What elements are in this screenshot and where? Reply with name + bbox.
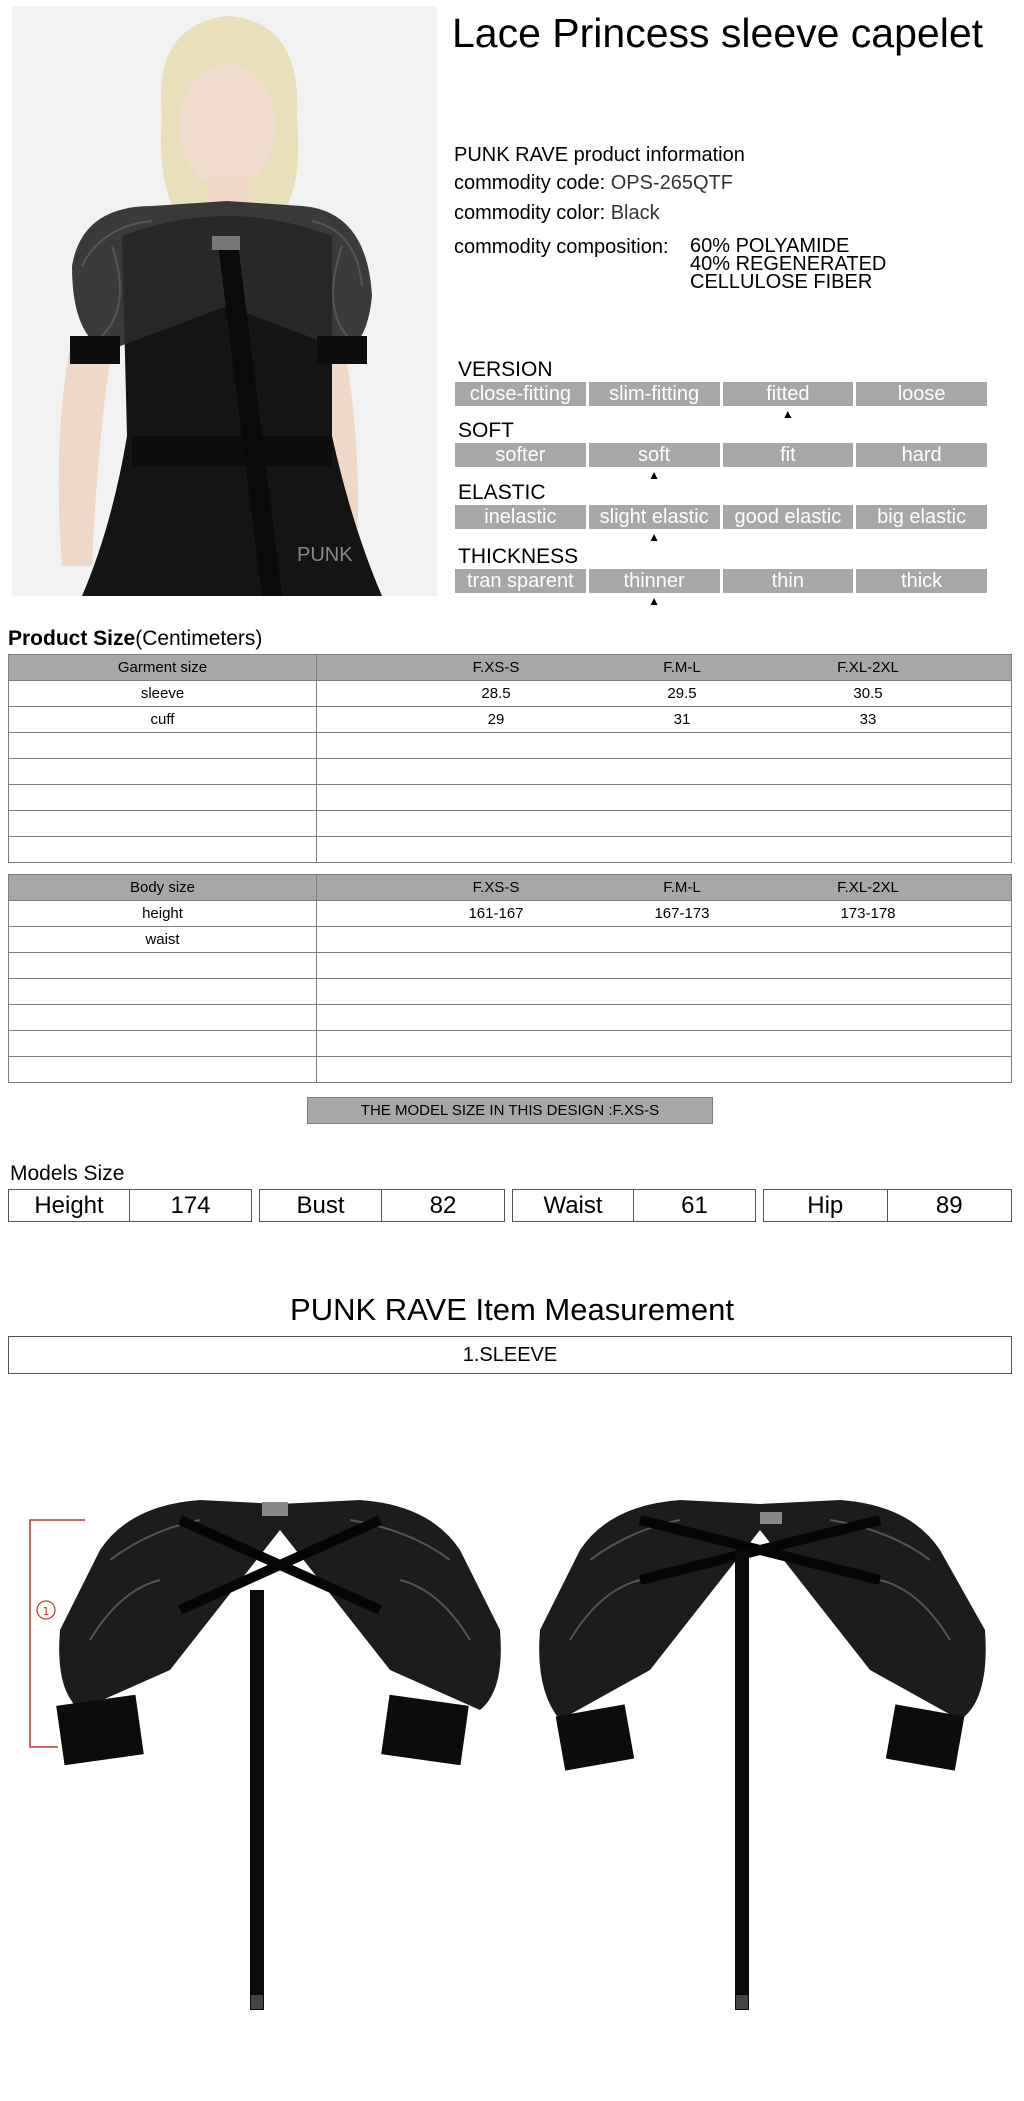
row-label: height — [9, 901, 317, 927]
size-column-header: F.XS-S — [472, 659, 520, 676]
product-photo — [12, 6, 437, 596]
row-label — [9, 979, 317, 1005]
table-row — [9, 811, 1012, 837]
row-label: sleeve — [9, 681, 317, 707]
row-value: 167-173 — [654, 905, 710, 922]
model-measure-box — [763, 1189, 1012, 1222]
scale-option: close-fitting — [455, 382, 586, 406]
row-value: 173-178 — [840, 905, 896, 922]
color-value: Black — [610, 202, 660, 224]
scale-title-0: VERSION — [458, 358, 553, 381]
model-measure-box — [8, 1189, 252, 1222]
scale-row — [455, 382, 987, 406]
row-label — [9, 953, 317, 979]
size-column-header: F.M-L — [663, 659, 701, 676]
svg-text:1: 1 — [42, 1605, 50, 1618]
scale-option: soft — [589, 443, 720, 467]
table-row — [9, 1057, 1012, 1083]
scale-option: thinner — [589, 569, 720, 593]
row-label — [9, 837, 317, 863]
scale-row — [455, 505, 987, 529]
model-measure-label: Bust — [260, 1190, 382, 1221]
scale-option: slight elastic — [589, 505, 720, 529]
photo-watermark: PUNK — [297, 544, 353, 566]
scale-option: tran sparent — [455, 569, 586, 593]
size-column-header: F.M-L — [663, 879, 701, 896]
table-row — [9, 1031, 1012, 1057]
table-row — [9, 707, 1012, 733]
size-heading-unit: (Centimeters) — [135, 627, 263, 650]
composition-line: 40% REGENERATED — [690, 253, 887, 275]
scale-option: big elastic — [856, 505, 987, 529]
scale-option: softer — [455, 443, 586, 467]
scale-option: good elastic — [723, 505, 854, 529]
selected-marker-icon: ▲ — [648, 468, 661, 482]
product-flat-images — [0, 1490, 1024, 2050]
model-size-banner: THE MODEL SIZE IN THIS DESIGN :F.XS-S — [307, 1097, 713, 1124]
row-value: 33 — [859, 711, 877, 728]
table-row — [9, 927, 1012, 953]
row-label — [9, 1005, 317, 1031]
table-header-label: Body size — [9, 875, 317, 901]
row-label — [9, 1057, 317, 1083]
scale-option: slim-fitting — [589, 382, 720, 406]
table-header-label: Garment size — [9, 655, 317, 681]
model-measure-value: 61 — [681, 1192, 708, 1219]
table-row — [9, 901, 1012, 927]
row-label — [9, 811, 317, 837]
table-row — [9, 681, 1012, 707]
table-row — [9, 1005, 1012, 1031]
scale-option: thick — [856, 569, 987, 593]
table-row — [9, 979, 1012, 1005]
table-row — [9, 785, 1012, 811]
model-measure-label: Waist — [513, 1190, 634, 1221]
selected-marker-icon: ▲ — [648, 530, 661, 544]
product-size-heading — [8, 627, 262, 651]
size-column-header: F.XL-2XL — [837, 659, 899, 676]
size-heading-bold: Product Size — [8, 627, 136, 650]
scale-title-3: THICKNESS — [458, 545, 579, 568]
composition-label: commodity composition: — [454, 236, 669, 258]
scale-option: hard — [856, 443, 987, 467]
row-label: waist — [9, 927, 317, 953]
row-value: 161-167 — [468, 905, 524, 922]
row-label — [9, 759, 317, 785]
measurement-heading: PUNK RAVE Item Measurement — [290, 1292, 734, 1327]
table-header-row — [9, 875, 1012, 901]
capelet-front — [56, 1500, 501, 2010]
table-row — [9, 837, 1012, 863]
row-value: 30.5 — [853, 685, 883, 702]
table-row — [9, 953, 1012, 979]
scale-row — [455, 569, 987, 593]
row-value: 31 — [673, 711, 691, 728]
product-title: Lace Princess sleeve capelet — [452, 10, 984, 56]
model-illustration — [12, 6, 437, 596]
scale-row — [455, 443, 987, 467]
table-row — [9, 759, 1012, 785]
row-label — [9, 785, 317, 811]
selected-marker-icon: ▲ — [648, 594, 661, 608]
composition-line: CELLULOSE FIBER — [690, 271, 873, 293]
row-label — [9, 1031, 317, 1057]
model-measure-label: Height — [9, 1190, 130, 1221]
row-value: 28.5 — [481, 685, 511, 702]
model-measure-value: 174 — [170, 1192, 211, 1219]
selected-marker-icon: ▲ — [781, 407, 794, 421]
size-column-header: F.XL-2XL — [837, 879, 899, 896]
commodity-code — [454, 172, 733, 195]
scale-title-2: ELASTIC — [458, 481, 546, 504]
model-measure-value: 89 — [935, 1192, 963, 1219]
table-header-row — [9, 655, 1012, 681]
scale-option: inelastic — [455, 505, 586, 529]
scale-option: thin — [723, 569, 854, 593]
row-label: cuff — [9, 707, 317, 733]
row-value: 29.5 — [667, 685, 697, 702]
measurement-item: 1.SLEEVE — [8, 1336, 1012, 1374]
scale-option: fit — [723, 443, 854, 467]
code-label: commodity code: — [454, 172, 606, 194]
composition-line: 60% POLYAMIDE — [690, 235, 850, 257]
info-header: PUNK RAVE product information — [454, 144, 745, 166]
code-value: OPS-265QTF — [610, 172, 733, 194]
commodity-color — [454, 202, 660, 225]
scale-option: loose — [856, 382, 987, 406]
model-measure-label: Hip — [764, 1190, 888, 1221]
models-size-heading: Models Size — [10, 1162, 125, 1185]
color-label: commodity color: — [454, 202, 606, 224]
scale-title-1: SOFT — [458, 419, 514, 442]
body-size-table — [8, 874, 1012, 1083]
row-value: 29 — [487, 711, 505, 728]
size-column-header: F.XS-S — [472, 879, 520, 896]
garment-size-table — [8, 654, 1012, 863]
row-label — [9, 733, 317, 759]
model-measure-box — [512, 1189, 756, 1222]
composition-values — [690, 237, 886, 291]
model-measure-value: 82 — [429, 1192, 457, 1219]
table-row — [9, 733, 1012, 759]
model-measure-box — [259, 1189, 505, 1222]
capelet-back — [539, 1500, 986, 2010]
scale-option: fitted — [723, 382, 854, 406]
capelet-illustration — [0, 1490, 1024, 2050]
